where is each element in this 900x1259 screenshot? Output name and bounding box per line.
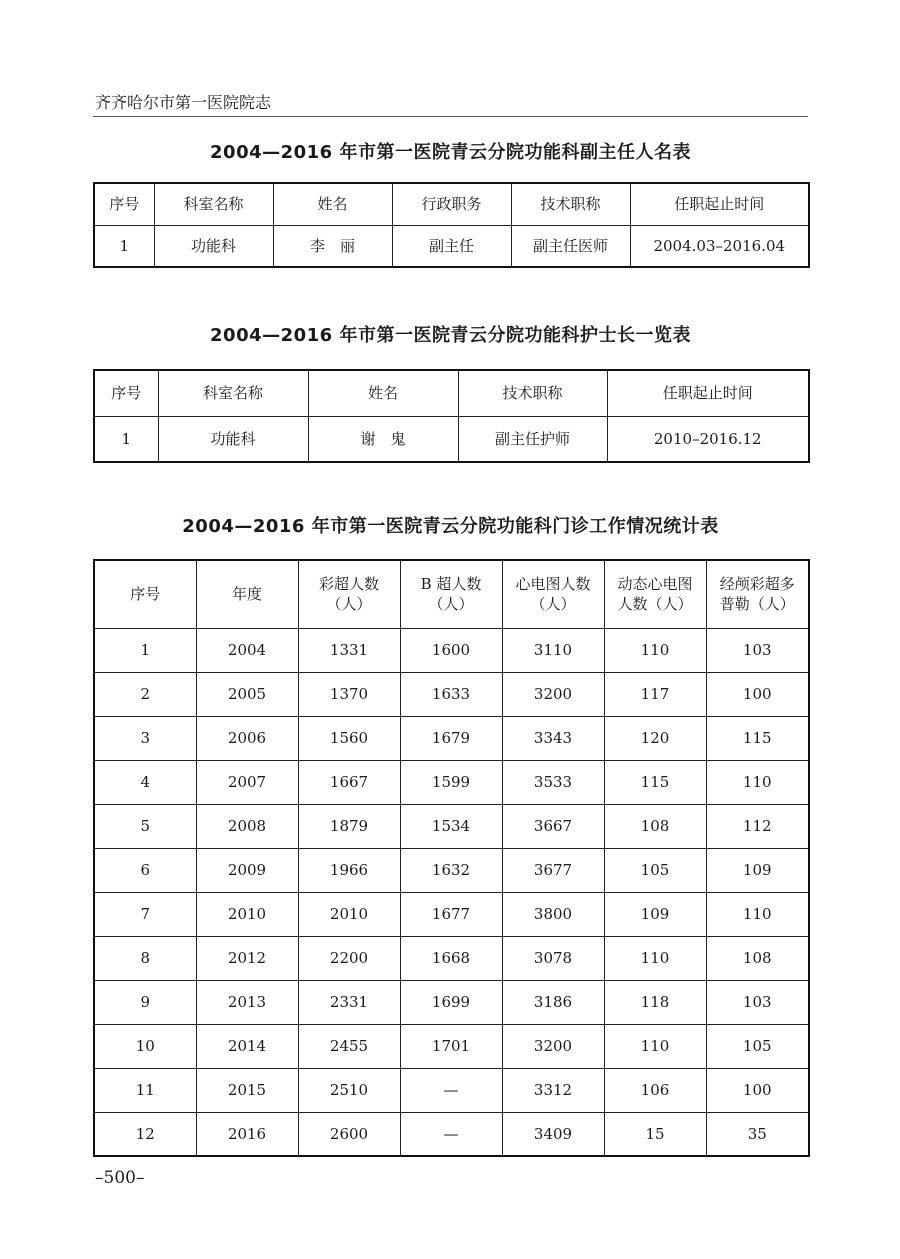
- column-header: 姓名: [308, 370, 458, 416]
- table-cell: —: [400, 1068, 502, 1112]
- table3-title: 2004—2016 年市第一医院青云分院功能科门诊工作情况统计表: [182, 516, 719, 537]
- table-cell: 1699: [400, 980, 502, 1024]
- table-row: [94, 628, 809, 672]
- table-cell: 117: [604, 672, 706, 716]
- table-cell: 3: [94, 716, 196, 760]
- table-cell: 15: [604, 1112, 706, 1156]
- table-cell: 11: [94, 1068, 196, 1112]
- head-nurse-table: [93, 369, 810, 463]
- table-cell: 2004: [196, 628, 298, 672]
- column-header: 科室名称: [158, 370, 308, 416]
- table-cell: 2006: [196, 716, 298, 760]
- table-cell: 2008: [196, 804, 298, 848]
- table-cell: 110: [604, 1024, 706, 1068]
- table-cell: 功能科: [154, 225, 273, 267]
- table-cell: 120: [604, 716, 706, 760]
- table-cell: 4: [94, 760, 196, 804]
- table-cell: 1667: [298, 760, 400, 804]
- table-cell: 10: [94, 1024, 196, 1068]
- table-row: [94, 1024, 809, 1068]
- table-cell: 2200: [298, 936, 400, 980]
- table-cell: 9: [94, 980, 196, 1024]
- table-cell: 3677: [502, 848, 604, 892]
- column-header: [400, 560, 502, 628]
- table-cell: 2: [94, 672, 196, 716]
- column-header-line: 普勒（人）: [719, 595, 795, 614]
- table-cell: 1879: [298, 804, 400, 848]
- table-row: [94, 1068, 809, 1112]
- table-cell: 110: [706, 760, 809, 804]
- table-cell: 1677: [400, 892, 502, 936]
- page-number: –500–: [95, 1168, 145, 1188]
- table-cell: 2009: [196, 848, 298, 892]
- table-cell: 李 丽: [273, 225, 392, 267]
- table-cell: 110: [604, 936, 706, 980]
- table-cell: 2331: [298, 980, 400, 1024]
- table-cell: 7: [94, 892, 196, 936]
- column-header: 序号: [94, 183, 154, 225]
- table-cell: 3533: [502, 760, 604, 804]
- table-cell: 108: [604, 804, 706, 848]
- table-cell: 110: [706, 892, 809, 936]
- header-title: 齐齐哈尔市第一医院院志: [95, 93, 272, 112]
- column-header: [502, 560, 604, 628]
- column-header: [94, 560, 196, 628]
- table1-title: 2004—2016 年市第一医院青云分院功能科副主任人名表: [210, 142, 691, 163]
- table-cell: 6: [94, 848, 196, 892]
- column-header-line: （人）: [326, 595, 372, 614]
- column-header: 任职起止时间: [630, 183, 809, 225]
- table-cell: 103: [706, 628, 809, 672]
- table-cell: 2455: [298, 1024, 400, 1068]
- table-cell: 功能科: [158, 416, 308, 462]
- table-cell: 3200: [502, 672, 604, 716]
- table-cell: 112: [706, 804, 809, 848]
- table-cell: 3312: [502, 1068, 604, 1112]
- table-cell: 109: [706, 848, 809, 892]
- table-cell: 105: [706, 1024, 809, 1068]
- table-cell: 3667: [502, 804, 604, 848]
- table-cell: 2510: [298, 1068, 400, 1112]
- column-header-line: B 超人数: [420, 575, 482, 594]
- table-cell: 1: [94, 416, 158, 462]
- column-header-line: （人）: [530, 595, 576, 614]
- table-cell: 109: [604, 892, 706, 936]
- table-cell: 35: [706, 1112, 809, 1156]
- table-row: [94, 1112, 809, 1156]
- table-cell: 100: [706, 672, 809, 716]
- table-cell: 3110: [502, 628, 604, 672]
- table-cell: 副主任: [392, 225, 511, 267]
- column-header-line: 心电图人数: [515, 575, 591, 594]
- column-header: [298, 560, 400, 628]
- column-header-line: 动态心电图: [617, 575, 693, 594]
- running-header: [93, 88, 808, 117]
- table-cell: 5: [94, 804, 196, 848]
- table-cell: 2007: [196, 760, 298, 804]
- column-header: 科室名称: [154, 183, 273, 225]
- table-row: [94, 760, 809, 804]
- table-row: [94, 804, 809, 848]
- table-cell: 3800: [502, 892, 604, 936]
- column-header: [196, 560, 298, 628]
- table-cell: 2013: [196, 980, 298, 1024]
- table-cell: 1966: [298, 848, 400, 892]
- column-header: 行政职务: [392, 183, 511, 225]
- table-row: [94, 416, 809, 462]
- table-cell: 106: [604, 1068, 706, 1112]
- table-cell: 2016: [196, 1112, 298, 1156]
- table-row: [94, 848, 809, 892]
- column-header: 姓名: [273, 183, 392, 225]
- table-cell: 3343: [502, 716, 604, 760]
- column-header: 技术职称: [511, 183, 630, 225]
- table-row: [94, 980, 809, 1024]
- table-row: [94, 936, 809, 980]
- table-row: [94, 892, 809, 936]
- table-cell: 118: [604, 980, 706, 1024]
- table-cell: 2600: [298, 1112, 400, 1156]
- table-cell: 100: [706, 1068, 809, 1112]
- table-cell: 1668: [400, 936, 502, 980]
- table-row: [94, 672, 809, 716]
- column-header-line: 序号: [130, 585, 161, 604]
- table-cell: 2010–2016.12: [607, 416, 809, 462]
- column-header-line: 人数（人）: [617, 595, 693, 614]
- column-header-line: （人）: [428, 595, 474, 614]
- column-header: 技术职称: [458, 370, 607, 416]
- table-cell: 2014: [196, 1024, 298, 1068]
- table-row: [94, 225, 809, 267]
- column-header: 序号: [94, 370, 158, 416]
- table-cell: 2015: [196, 1068, 298, 1112]
- table2-title: 2004—2016 年市第一医院青云分院功能科护士长一览表: [210, 325, 691, 346]
- table-cell: 1534: [400, 804, 502, 848]
- table-cell: 副主任护师: [458, 416, 607, 462]
- table-cell: 1: [94, 628, 196, 672]
- outpatient-statistics-table: [93, 559, 810, 1157]
- table-cell: 谢 鬼: [308, 416, 458, 462]
- table-cell: 108: [706, 936, 809, 980]
- table-cell: 1370: [298, 672, 400, 716]
- table-cell: 1701: [400, 1024, 502, 1068]
- table-cell: 12: [94, 1112, 196, 1156]
- table-cell: 115: [604, 760, 706, 804]
- table-cell: 2010: [298, 892, 400, 936]
- column-header-line: 经颅彩超多: [719, 575, 795, 594]
- table-cell: 3186: [502, 980, 604, 1024]
- column-header-line: 年度: [231, 585, 262, 604]
- table-cell: 103: [706, 980, 809, 1024]
- column-header-line: 彩超人数: [318, 575, 379, 594]
- deputy-director-table: [93, 182, 810, 268]
- table-cell: 1632: [400, 848, 502, 892]
- table-cell: 1331: [298, 628, 400, 672]
- table-cell: 3078: [502, 936, 604, 980]
- column-header: [604, 560, 706, 628]
- table-cell: 1633: [400, 672, 502, 716]
- table-cell: 2004.03–2016.04: [630, 225, 809, 267]
- table-cell: 2012: [196, 936, 298, 980]
- table-cell: 3200: [502, 1024, 604, 1068]
- table-cell: 105: [604, 848, 706, 892]
- table-cell: 2010: [196, 892, 298, 936]
- table-cell: 8: [94, 936, 196, 980]
- table-cell: 副主任医师: [511, 225, 630, 267]
- table-cell: 1599: [400, 760, 502, 804]
- column-header: [706, 560, 809, 628]
- table-cell: 115: [706, 716, 809, 760]
- table-cell: 110: [604, 628, 706, 672]
- table-cell: 1: [94, 225, 154, 267]
- table-cell: 1600: [400, 628, 502, 672]
- column-header: 任职起止时间: [607, 370, 809, 416]
- table-cell: —: [400, 1112, 502, 1156]
- table-cell: 2005: [196, 672, 298, 716]
- table-cell: 1560: [298, 716, 400, 760]
- table-row: [94, 716, 809, 760]
- table-cell: 1679: [400, 716, 502, 760]
- table-cell: 3409: [502, 1112, 604, 1156]
